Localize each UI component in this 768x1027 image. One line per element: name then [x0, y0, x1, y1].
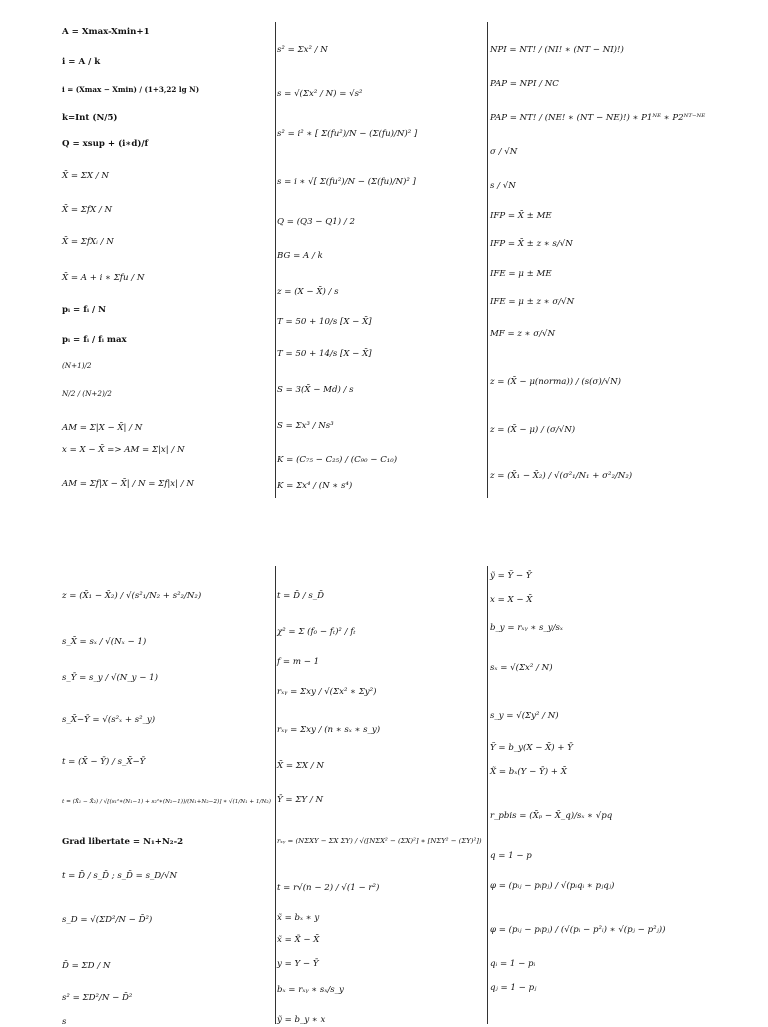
formula: rₓᵧ = Σxy / √(Σx² ∗ Σy²) — [277, 687, 377, 697]
formula: s² = ΣD²/N − D̄² — [62, 993, 133, 1003]
formula: K = Σx⁴ / (N ∗ s⁴) — [277, 481, 353, 491]
formula: PAP = NPI / NC — [490, 79, 559, 89]
formula-column — [277, 0, 485, 1024]
formula: X̃ = bₓ(Y − Ȳ) + X̄ — [490, 767, 567, 777]
formula: X̄ = A + i ∗ Σfu / N — [62, 273, 145, 283]
formula: sₓ = √(Σx² / N) — [490, 663, 553, 673]
formula: rₓᵧ = (NΣXY − ΣX ΣY) / √([NΣX² − (ΣX)²] ∗ [NΣY² − (ΣY)²]) — [277, 837, 482, 845]
formula: PAP = NT! / (NE! ∗ (NT − NE)!) ∗ P1ᴺᴱ ∗ P2ᴺᵀ⁻ᴺᴱ — [490, 113, 706, 123]
formula: Ȳ = ΣY / N — [277, 795, 323, 805]
formula: φ = (pᵢⱼ − pᵢpⱼ) / √(pᵢqᵢ ∗ pⱼqⱼ) — [490, 881, 615, 891]
formula: qᵢ = 1 − pᵢ — [490, 959, 536, 969]
divider-bottom-1 — [275, 566, 276, 1024]
formula: t = r√(n − 2) / √(1 − r²) — [277, 883, 380, 893]
divider-top-1 — [275, 22, 276, 498]
formula: Q = (Q3 − Q1) / 2 — [277, 217, 355, 227]
formula: BG = A / k — [277, 251, 323, 261]
formula: ỹ = Ỹ − Ȳ — [490, 571, 532, 581]
formula: K = (C₇₅ − C₂₅) / (C₉₀ − C₁₀) — [277, 455, 398, 465]
formula: s = i ∗ √[ Σ(fu²)/N − (Σ(fu)/N)² ] — [277, 177, 416, 187]
formula: r_pbis = (X̄ₚ − X̄_q)/sₓ ∗ √pq — [490, 811, 613, 821]
formula: z = (X̄₁ − X̄₂) / √(σ²₁/N₁ + σ²₂/N₂) — [490, 471, 633, 481]
formula: k=Int (N/5) — [62, 113, 118, 123]
formula: x = X − X̄ — [490, 595, 533, 605]
formula: T = 50 + 10/s [X − X̄] — [277, 317, 372, 327]
formula: σ / √N — [490, 147, 518, 157]
formula: X̄ = ΣX / N — [277, 761, 324, 771]
formula: bₓ = rₓᵧ ∗ sₓ/s_y — [277, 985, 344, 995]
formula: ỹ = b_y ∗ x — [277, 1015, 326, 1025]
formula: s² = Σx² / N — [277, 45, 328, 55]
formula: φ = (pᵢⱼ − pᵢpⱼ) / (√(pᵢ − p²ᵢ) ∗ √(pⱼ − p²ⱼ)) — [490, 925, 666, 935]
formula: Q = xsup + (i∗d)/f — [62, 139, 149, 149]
formula: s² = i² ∗ [ Σ(fu²)/N − (Σ(fu)/N)² ] — [277, 129, 418, 139]
formula: f = m − 1 — [277, 657, 320, 667]
formula: s_X̄−Ȳ = √(s²ₓ + s²_y) — [62, 715, 156, 725]
formula: IFE = μ ± z ∗ σ/√N — [490, 297, 575, 307]
formula: IFE = μ ± ME — [490, 269, 552, 279]
formula: S = 3(X̄ − Md) / s — [277, 385, 354, 395]
formula: X̄ = ΣfX / N — [62, 205, 113, 215]
formula: s_X̄ = sₓ / √(Nₓ − 1) — [62, 637, 147, 647]
formula: x̃ = X̃ − X̄ — [277, 935, 320, 945]
formula: s — [62, 1017, 67, 1027]
formula: t = D̄ / s_D̄ — [277, 591, 324, 601]
formula: Ỹ = b_y(X − X̄) + Ȳ — [490, 743, 573, 753]
formula: x̃ = bₓ ∗ y — [277, 913, 320, 923]
formula: z = (X̄ − μ(norma)) / (s(σ)/√N) — [490, 377, 621, 387]
formula: D̄ = ΣD / N — [62, 961, 111, 971]
formula: z = (X − X̄) / s — [277, 287, 339, 297]
formula: χ² = Σ (f₀ − fₜ)² / fₜ — [277, 627, 356, 637]
formula: MF = z ∗ σ/√N — [490, 329, 556, 339]
formula: s / √N — [490, 181, 516, 191]
formula: N/2 / (N+2)/2 — [62, 389, 112, 398]
formula: i = (Xmax − Xmin) / (1+3,22 lg N) — [62, 85, 200, 94]
formula: AM = Σ|X − X̄| / N — [62, 423, 143, 433]
formula: z = (X̄₁ − X̄₂) / √(s²₁/N₂ + s²₂/N₂) — [62, 591, 202, 601]
formula: s_D = √(ΣD²/N − D̄²) — [62, 915, 153, 925]
formula: X̄ = ΣX / N — [62, 171, 109, 181]
formula: s_Ȳ = s_y / √(N_y − 1) — [62, 673, 158, 683]
formula: NPI = NT! / (NI! ∗ (NT − NI)!) — [490, 45, 624, 55]
formula: s = √(Σx² / N) = √s² — [277, 89, 363, 99]
formula: x = X − X̄ => AM = Σ|x| / N — [62, 445, 185, 455]
formula: t = (X̄₁ − X̄₂) / √[(s₁²∗(N₁−1) + s₂²∗(N₂−1))/(N₁+N₂−2)] ∗ √(1/N₁ + 1/N₂) — [62, 799, 271, 805]
formula: X̄ = ΣfXᵢ / N — [62, 237, 114, 247]
formula: t = D̄ / s_D̄ ; s_D̄ = s_D/√N — [62, 871, 178, 881]
divider-top-2 — [487, 22, 488, 498]
formula: T = 50 + 14/s [X − X̄] — [277, 349, 372, 359]
formula: z = (X̄ − μ) / (σ/√N) — [490, 425, 576, 435]
formula: y = Y − Ȳ — [277, 959, 319, 969]
formula: qⱼ = 1 − pⱼ — [490, 983, 537, 993]
formula: s_y = √(Σy² / N) — [490, 711, 559, 721]
formula: Grad libertate = N₁+N₂-2 — [62, 837, 184, 847]
formula: A = Xmax-Xmin+1 — [62, 27, 150, 37]
formula-column — [62, 0, 272, 1027]
formula: rₓᵧ = Σxy / (n ∗ sₓ ∗ s_y) — [277, 725, 381, 735]
formula: IFP = X̄ ± z ∗ s/√N — [490, 239, 573, 249]
formula: AM = Σf|X − X̄| / N = Σf|x| / N — [62, 479, 194, 489]
formula: (N+1)/2 — [62, 361, 92, 370]
formula: b_y = rₓᵧ ∗ s_y/sₓ — [490, 623, 563, 633]
formula: pᵢ = fᵢ / N — [62, 305, 106, 315]
formula-column — [490, 0, 760, 1024]
formula: q = 1 − p — [490, 851, 532, 861]
formula: t = (X̄ − Ȳ) / s_X̄−Ȳ — [62, 757, 146, 767]
formula: IFP = X̄ ± ME — [490, 211, 552, 221]
divider-bottom-2 — [487, 566, 488, 1024]
formula: S = Σx³ / Ns³ — [277, 421, 334, 431]
formula: pᵢ = fᵢ / fᵢ max — [62, 335, 127, 345]
formula: i = A / k — [62, 57, 101, 67]
